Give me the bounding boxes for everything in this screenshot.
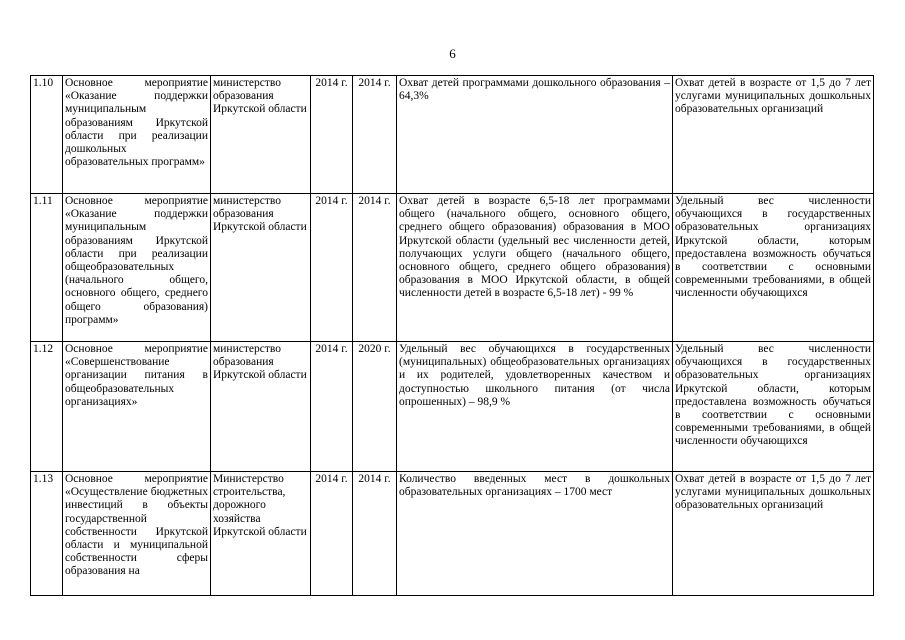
start-year: 2014 г. (311, 472, 353, 596)
program-table (30, 75, 874, 596)
row-number: 1.11 (31, 194, 63, 342)
indicator: Удельный вес численности обучающихся в государственных образовательных организациях Иркутской области, которым предоставлена возможность обучаться в соответствии с основными современными требованиями, в общей численности обучающихся (673, 194, 874, 342)
row-number: 1.10 (31, 76, 63, 194)
expected-result: Удельный вес обучающихся в государственных (муниципальных) общеобразовательных организациях и их родителей, удовлетворенных качеством и доступностью школьного питания (от числа опрошенных) – 98,9 % (397, 342, 673, 472)
executor: министерство образования Иркутской области (211, 76, 311, 194)
expected-result: Охват детей в возрасте 6,5-18 лет программами общего (начального общего, основного общего, среднего общего образования) образования в МОО Иркутской области (удельный вес численности детей, получающих услуги общего (начального общего, основного общего, среднего общего образования) образования в МОО Иркутской области, в общей численности детей в возрасте 6,5-18 лет) - 99 % (397, 194, 673, 342)
executor: Министерство строительства, дорожного хозяйства Иркутской области (211, 472, 311, 596)
activity-name: Основное мероприятие «Осуществление бюджетных инвестиций в объекты государственной собственности Иркутской области и муниципальной собственности сферы образования на (63, 472, 211, 596)
end-year: 2020 г. (353, 342, 397, 472)
table-row (31, 342, 874, 472)
table-row (31, 76, 874, 194)
row-number: 1.12 (31, 342, 63, 472)
start-year: 2014 г. (311, 76, 353, 194)
page-number: 6 (449, 46, 456, 61)
indicator: Охват детей в возрасте от 1,5 до 7 лет услугами муниципальных дошкольных образовательных организаций (673, 472, 874, 596)
indicator: Охват детей в возрасте от 1,5 до 7 лет услугами муниципальных дошкольных образовательных организаций (673, 76, 874, 194)
end-year: 2014 г. (353, 194, 397, 342)
table-row (31, 194, 874, 342)
indicator: Удельный вес численности обучающихся в государственных образовательных организациях Иркутской области, которым предоставлена возможность обучаться в соответствии с основными современными требованиями, в общей численности обучающихся (673, 342, 874, 472)
end-year: 2014 г. (353, 76, 397, 194)
row-number: 1.13 (31, 472, 63, 596)
executor: министерство образования Иркутской области (211, 194, 311, 342)
expected-result: Количество введенных мест в дошкольных образовательных организациях – 1700 мест (397, 472, 673, 596)
start-year: 2014 г. (311, 194, 353, 342)
end-year: 2014 г. (353, 472, 397, 596)
activity-name: Основное мероприятие «Оказание поддержки муниципальным образованиям Иркутской области при реализации общеобразовательных (начального общего, основного общего, среднего общего образования) программ» (63, 194, 211, 342)
activity-name: Основное мероприятие «Оказание поддержки муниципальным образованиям Иркутской области при реализации дошкольных образовательных программ» (63, 76, 211, 194)
expected-result: Охват детей программами дошкольного образования – 64,3% (397, 76, 673, 194)
activity-name: Основное мероприятие «Совершенствование организации питания в общеобразовательных организациях» (63, 342, 211, 472)
table-row (31, 472, 874, 596)
start-year: 2014 г. (311, 342, 353, 472)
executor: министерство образования Иркутской области (211, 342, 311, 472)
